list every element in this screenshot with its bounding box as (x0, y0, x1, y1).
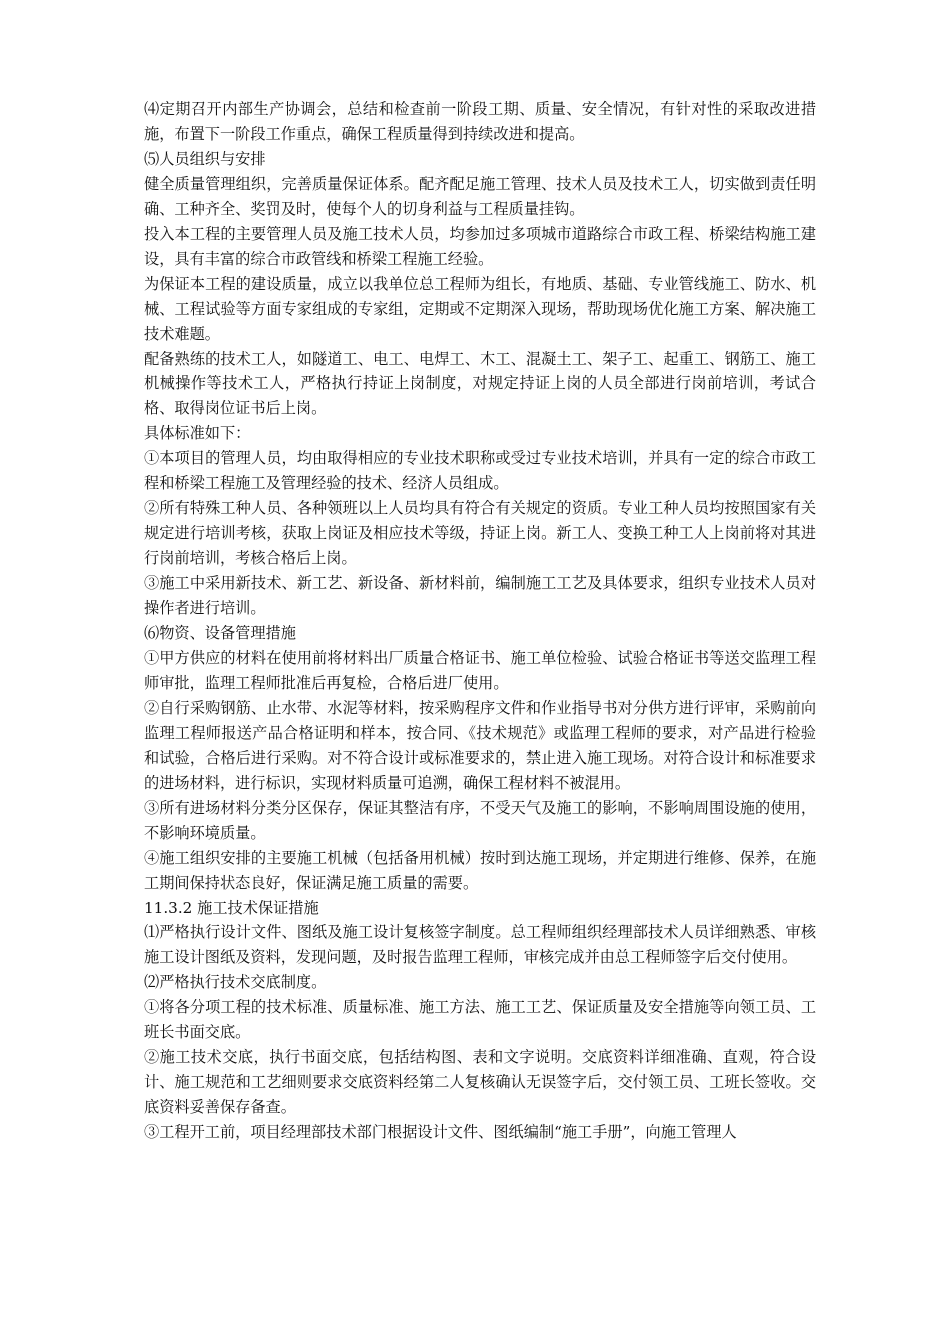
paragraph-coordination-meeting: ⑷定期召开内部生产协调会，总结和检查前一阶段工期、质量、安全情况，有针对性的采取改进措施，布置下一阶段工作重点，确保工程质量得到持续改进和提高。 (144, 100, 816, 143)
list-item-written-briefing: ①将各分项工程的技术标准、质量标准、施工方法、施工工艺、保证质量及安全措施等向领工员、工班长书面交底。 (144, 998, 816, 1042)
list-item-new-technology-training: ③施工中采用新技术、新工艺、新设备、新材料前，编制施工工艺及具体要求，组织专业技术人员对操作者进行培训。 (144, 574, 816, 618)
list-item-briefing-materials: ②施工技术交底，执行书面交底，包括结构图、表和文字说明。交底资料详细准确、直观，符合设计、施工规范和工艺细则要求交底资料经第二人复核确认无误签字后，交付领工员、工班长签收。交底资料妥善保存备查。 (144, 1048, 816, 1117)
paragraph-expert-group: 为保证本工程的建设质量，成立以我单位总工程师为组长，有地质、基础、专业管线施工、防水、机械、工程试验等方面专家组成的专家组，定期或不定期深入现场，帮助现场优化施工方案、解决施工技术难题。 (144, 274, 816, 343)
list-item-construction-machinery: ④施工组织安排的主要施工机械（包括备用机械）按时到达施工现场，并定期进行维修、保养，在施工期间保持状态良好，保证满足施工质量的需要。 (144, 848, 816, 892)
paragraph-design-review: ⑴严格执行设计文件、图纸及施工设计复核签字制度。总工程师组织经理部技术人员详细熟悉、审核施工设计图纸及资料，发现问题，及时报告监理工程师，审核完成并由总工程师签字后交付使用。 (144, 923, 816, 967)
paragraph-skilled-workers: 配备熟练的技术工人，如隧道工、电工、电焊工、木工、混凝土工、架子工、起重工、钢筋工、施工机械操作等技术工人，严格执行持证上岗制度，对规定持证上岗的人员全部进行岗前培训，考试合格、取得岗位证书后上岗。 (144, 349, 816, 418)
list-item-self-purchased-materials: ②自行采购钢筋、止水带、水泥等材料，按采购程序文件和作业指导书对分供方进行评审，采购前向监理工程师报送产品合格证明和样本，按合同、《技术规范》或监理工程师的要求，对产品进行检验和试验，合格后进行采购。对不符合设计或标准要求的，禁止进入施工现场。对符合设计和标准要求的进场材料，进行标识，实现材料质量可追溯，确保工程材料不被混用。 (144, 698, 816, 792)
heading-staff-organization: ⑸人员组织与安排 (144, 149, 266, 168)
list-item-owner-supplied-materials: ①甲方供应的材料在使用前将材料出厂质量合格证书、施工单位检验、试验合格证书等送交监理工程师审批，监理工程师批准后再复检，合格后进厂使用。 (144, 648, 816, 692)
paragraph-standards-intro: 具体标准如下： (144, 424, 251, 443)
paragraph-management-staff: 投入本工程的主要管理人员及施工技术人员，均参加过多项城市道路综合市政工程、桥梁结构施工建设，具有丰富的综合市政管线和桥梁工程施工经验。 (144, 224, 816, 268)
section-heading-11-3-2: 11.3.2 施工技术保证措施 (144, 898, 319, 917)
heading-materials-equipment: ⑹物资、设备管理措施 (144, 624, 296, 643)
document-page (144, 97, 816, 1145)
list-item-management-qualification: ①本项目的管理人员，均由取得相应的专业技术职称或受过专业技术培训，并具有一定的综合市政工程和桥梁工程施工及管理经验的技术、经济人员组成。 (144, 449, 816, 493)
heading-technical-briefing: ⑵严格执行技术交底制度。 (144, 973, 327, 992)
list-item-construction-manual: ③工程开工前，项目经理部技术部门根据设计文件、图纸编制“施工手册”，向施工管理人 (144, 1123, 737, 1142)
list-item-special-workers: ②所有特殊工种人员、各种领班以上人员均具有符合有关规定的资质。专业工种人员均按照国家有关规定进行培训考核，获取上岗证及相应技术等级，持证上岗。新工人、变换工种工人上岗前将对其进行岗前培训，考核合格后上岗。 (144, 499, 816, 568)
paragraph-quality-organization: 健全质量管理组织，完善质量保证体系。配齐配足施工管理、技术人员及技术工人，切实做到责任明确、工种齐全、奖罚及时，使每个人的切身利益与工程质量挂钩。 (144, 174, 816, 218)
list-item-material-storage: ③所有进场材料分类分区保存，保证其整洁有序，不受天气及施工的影响，不影响周围设施的使用，不影响环境质量。 (144, 798, 816, 842)
